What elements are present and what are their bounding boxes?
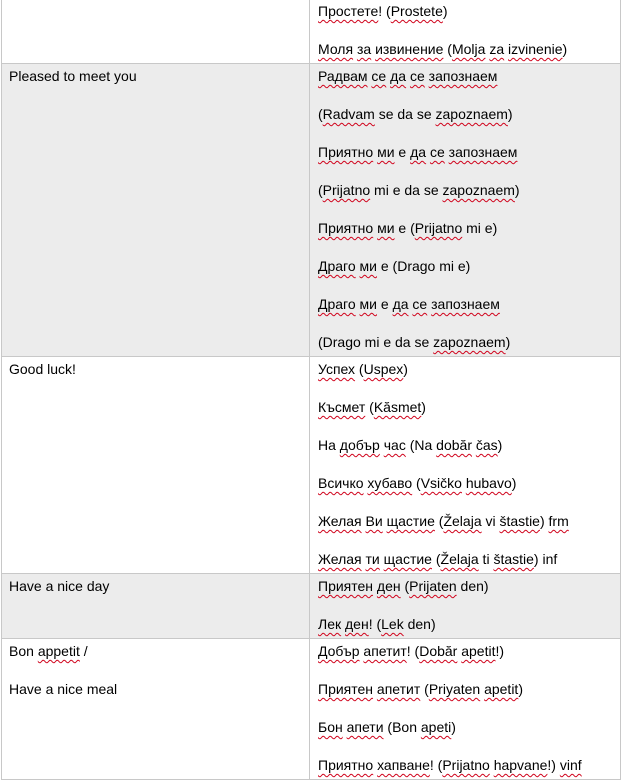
spellcheck-word: Želaja bbox=[443, 513, 482, 529]
spellcheck-word: извинение bbox=[375, 41, 444, 57]
bulgarian-translation bbox=[318, 549, 614, 573]
spellcheck-word: добър bbox=[339, 437, 380, 453]
text-run: ti bbox=[478, 551, 494, 567]
spellcheck-word: да bbox=[410, 144, 427, 160]
spellcheck-word: ти bbox=[365, 551, 380, 567]
text-run: !) bbox=[495, 643, 505, 659]
text-run: Bon bbox=[9, 643, 38, 659]
bulgarian-translation bbox=[318, 435, 614, 473]
spellcheck-word: Късмет bbox=[318, 399, 366, 415]
bulgarian-translation bbox=[318, 1, 614, 39]
text-run: ) bbox=[442, 3, 448, 19]
spellcheck-word: dobăr bbox=[436, 437, 472, 453]
spellcheck-word: ми bbox=[359, 258, 377, 274]
spellcheck-word: Приятно bbox=[318, 220, 374, 236]
spellcheck-word: Добър bbox=[318, 643, 360, 659]
spellcheck-word: Драго bbox=[318, 258, 356, 274]
spellcheck-word: apetit bbox=[484, 681, 519, 697]
spellcheck-word: Желая bbox=[318, 551, 362, 567]
spellcheck-word: za bbox=[489, 41, 505, 57]
text-run: ( bbox=[365, 399, 374, 415]
table-row bbox=[2, 574, 621, 639]
text-run: den) bbox=[403, 616, 436, 632]
spellcheck-word: щастие bbox=[383, 551, 432, 567]
spellcheck-word: Prijatno bbox=[322, 182, 371, 198]
spellcheck-word: да bbox=[392, 296, 409, 312]
text-run: vi bbox=[481, 513, 500, 529]
spellcheck-word: Molja bbox=[451, 41, 486, 57]
bulgarian-translation-cell[interactable] bbox=[310, 574, 621, 639]
text-run: ) bbox=[511, 475, 517, 491]
text-run: ! ( bbox=[368, 616, 382, 632]
text-run: ( bbox=[434, 513, 444, 529]
text-run: е bbox=[394, 144, 411, 160]
phrasebook-table bbox=[1, 0, 621, 780]
spellcheck-word: запознаем bbox=[448, 144, 518, 160]
spellcheck-word: да bbox=[390, 68, 407, 84]
spellcheck-word: апетит bbox=[376, 681, 421, 697]
bulgarian-translation bbox=[318, 717, 614, 755]
spellcheck-word: Kăsmet bbox=[373, 399, 422, 415]
bulgarian-translation bbox=[318, 679, 614, 717]
spellcheck-word: Lek bbox=[381, 616, 404, 632]
text-run: На bbox=[318, 437, 336, 453]
spellcheck-word: запознаем bbox=[428, 68, 498, 84]
spellcheck-word: zapoznaem bbox=[433, 334, 506, 350]
spellcheck-word: izvinenie bbox=[508, 41, 563, 57]
spellcheck-word: ми bbox=[377, 220, 395, 236]
text-run: den) bbox=[456, 578, 489, 594]
spellcheck-word: запознаем bbox=[431, 296, 500, 312]
bulgarian-translation bbox=[318, 180, 614, 218]
spellcheck-word: Приятен bbox=[318, 681, 374, 697]
spellcheck-word: час bbox=[383, 437, 406, 453]
text-run: mi e) bbox=[462, 220, 498, 236]
english-phrase-cell[interactable] bbox=[2, 357, 310, 574]
english-phrase: Have a nice day bbox=[9, 578, 110, 594]
bulgarian-translation bbox=[318, 332, 614, 356]
text-run: ) bbox=[507, 106, 513, 122]
table-row bbox=[2, 639, 621, 780]
spellcheck-word: čas bbox=[475, 437, 498, 453]
bulgarian-translation bbox=[318, 359, 614, 397]
bulgarian-translation bbox=[318, 39, 614, 63]
text-run: ) bbox=[421, 399, 426, 415]
text-run: ) bbox=[451, 719, 456, 735]
spellcheck-word: Vsičko bbox=[420, 475, 462, 491]
spellcheck-word: Успех bbox=[318, 361, 356, 377]
table-row bbox=[2, 0, 621, 64]
table-row bbox=[2, 64, 621, 357]
text-run: ( bbox=[431, 551, 441, 567]
spellcheck-word: Желая bbox=[318, 513, 362, 529]
text-run: е ( bbox=[394, 220, 415, 236]
bulgarian-translation-cell[interactable] bbox=[310, 0, 621, 64]
spellcheck-word: hubavo bbox=[465, 475, 512, 491]
spellcheck-word: Radvam bbox=[322, 106, 375, 122]
text-run: ) bbox=[539, 513, 549, 529]
text-run: ( bbox=[318, 182, 323, 198]
text-run: ( bbox=[420, 681, 429, 697]
spellcheck-word: Лек bbox=[318, 616, 342, 632]
text-run: ) bbox=[505, 334, 511, 350]
spellcheck-word: ден bbox=[376, 578, 401, 594]
text-run: ) inf bbox=[533, 551, 558, 567]
text-run: ) bbox=[518, 681, 523, 697]
bulgarian-translation bbox=[318, 614, 614, 638]
table-row bbox=[2, 357, 621, 574]
text-run: е (Drago mi e) bbox=[376, 258, 471, 274]
bulgarian-translation bbox=[318, 473, 614, 511]
spellcheck-word: Приятно bbox=[318, 757, 374, 773]
spellcheck-word: Бон bbox=[318, 719, 343, 735]
english-phrase-cell[interactable] bbox=[2, 639, 310, 780]
english-phrase-cell[interactable] bbox=[2, 574, 310, 639]
text-run: ( bbox=[318, 106, 323, 122]
spellcheck-word: Dobăr bbox=[419, 643, 458, 659]
spellcheck-word: Моля bbox=[318, 41, 354, 57]
bulgarian-translation-cell[interactable] bbox=[310, 357, 621, 574]
spellcheck-word: Всичко bbox=[318, 475, 364, 491]
spellcheck-word: ми bbox=[359, 296, 377, 312]
bulgarian-translation bbox=[318, 66, 614, 104]
text-run: mi e da se bbox=[370, 182, 443, 198]
spellcheck-word: се bbox=[409, 68, 425, 84]
spellcheck-word: хубаво bbox=[367, 475, 413, 491]
text-run: е bbox=[376, 296, 393, 312]
bulgarian-translation bbox=[318, 511, 614, 549]
phrasebook-body bbox=[2, 0, 621, 780]
spellcheck-word: се bbox=[371, 68, 387, 84]
spellcheck-word: Prijaten bbox=[409, 578, 457, 594]
spellcheck-word: се bbox=[429, 144, 445, 160]
spellcheck-word: apeti bbox=[420, 719, 452, 735]
spellcheck-word: Ви bbox=[365, 513, 383, 529]
bulgarian-translation bbox=[318, 755, 614, 779]
bulgarian-translation bbox=[318, 104, 614, 142]
text-run: ! ( bbox=[378, 3, 391, 19]
spellcheck-word: апети bbox=[346, 719, 384, 735]
spellcheck-word: Радвам bbox=[318, 68, 368, 84]
bulgarian-translation bbox=[318, 218, 614, 256]
spellcheck-word: frm bbox=[548, 513, 569, 529]
spellcheck-word: zapoznaem bbox=[435, 106, 508, 122]
text-run: ) bbox=[514, 182, 520, 198]
text-run: !) bbox=[547, 757, 560, 773]
spellcheck-word: Приятно bbox=[318, 144, 374, 160]
spellcheck-word: Uspex bbox=[363, 361, 404, 377]
text-run: ) bbox=[562, 41, 568, 57]
spellcheck-word: за bbox=[356, 41, 372, 57]
text-run: ( bbox=[355, 361, 364, 377]
spellcheck-word: Prostete bbox=[390, 3, 443, 19]
text-run: ) bbox=[403, 361, 408, 377]
english-phrase bbox=[9, 641, 303, 679]
spellcheck-word: štastie bbox=[499, 513, 540, 529]
spellcheck-word: Простете bbox=[318, 3, 379, 19]
spellcheck-word: zapoznaem bbox=[442, 182, 515, 198]
spellcheck-word: се bbox=[412, 296, 428, 312]
bulgarian-translation bbox=[318, 641, 614, 679]
spellcheck-word: Prijatno bbox=[414, 220, 463, 236]
spellcheck-word: hapvane bbox=[493, 757, 548, 773]
spellcheck-word: ми bbox=[377, 144, 395, 160]
spellcheck-word: štastie bbox=[493, 551, 534, 567]
bulgarian-translation bbox=[318, 397, 614, 435]
spellcheck-word: Prijatno bbox=[442, 757, 490, 773]
english-phrase: Pleased to meet you bbox=[9, 68, 137, 84]
text-run: ! ( bbox=[406, 643, 420, 659]
spellcheck-word: apetit bbox=[461, 643, 496, 659]
text-run: ( bbox=[443, 41, 452, 57]
text-run: (Bon bbox=[383, 719, 421, 735]
english-phrase: Have a nice meal bbox=[9, 681, 118, 697]
text-run: se da se bbox=[374, 106, 436, 122]
english-phrase: Good luck! bbox=[9, 361, 76, 377]
text-run: ) bbox=[497, 437, 503, 453]
spellcheck-word: Priyaten bbox=[428, 681, 481, 697]
spellcheck-word: appetit bbox=[37, 643, 80, 659]
text-run: ! ( bbox=[429, 757, 443, 773]
bulgarian-translation-cell[interactable] bbox=[310, 639, 621, 780]
text-run: (Drago mi e da se bbox=[318, 334, 434, 350]
bulgarian-translation bbox=[318, 142, 614, 180]
spellcheck-word: Драго bbox=[318, 296, 356, 312]
bulgarian-translation-cell[interactable] bbox=[310, 64, 621, 357]
spellcheck-word: Želaja bbox=[440, 551, 479, 567]
text-run: ( bbox=[412, 475, 421, 491]
bulgarian-translation bbox=[318, 576, 614, 614]
spellcheck-word: хапване bbox=[377, 757, 430, 773]
english-phrase-cell[interactable] bbox=[2, 64, 310, 357]
spellcheck-word: ден bbox=[345, 616, 369, 632]
text-run: ( bbox=[400, 578, 410, 594]
text-run: / bbox=[79, 643, 88, 659]
spellcheck-word: vinf bbox=[559, 757, 582, 773]
text-run: (Na bbox=[405, 437, 437, 453]
spellcheck-word: апетит bbox=[363, 643, 407, 659]
bulgarian-translation bbox=[318, 256, 614, 294]
spellcheck-word: Приятен bbox=[318, 578, 374, 594]
spellcheck-word: щастие bbox=[386, 513, 435, 529]
bulgarian-translation bbox=[318, 294, 614, 332]
english-phrase-cell[interactable] bbox=[2, 0, 310, 64]
